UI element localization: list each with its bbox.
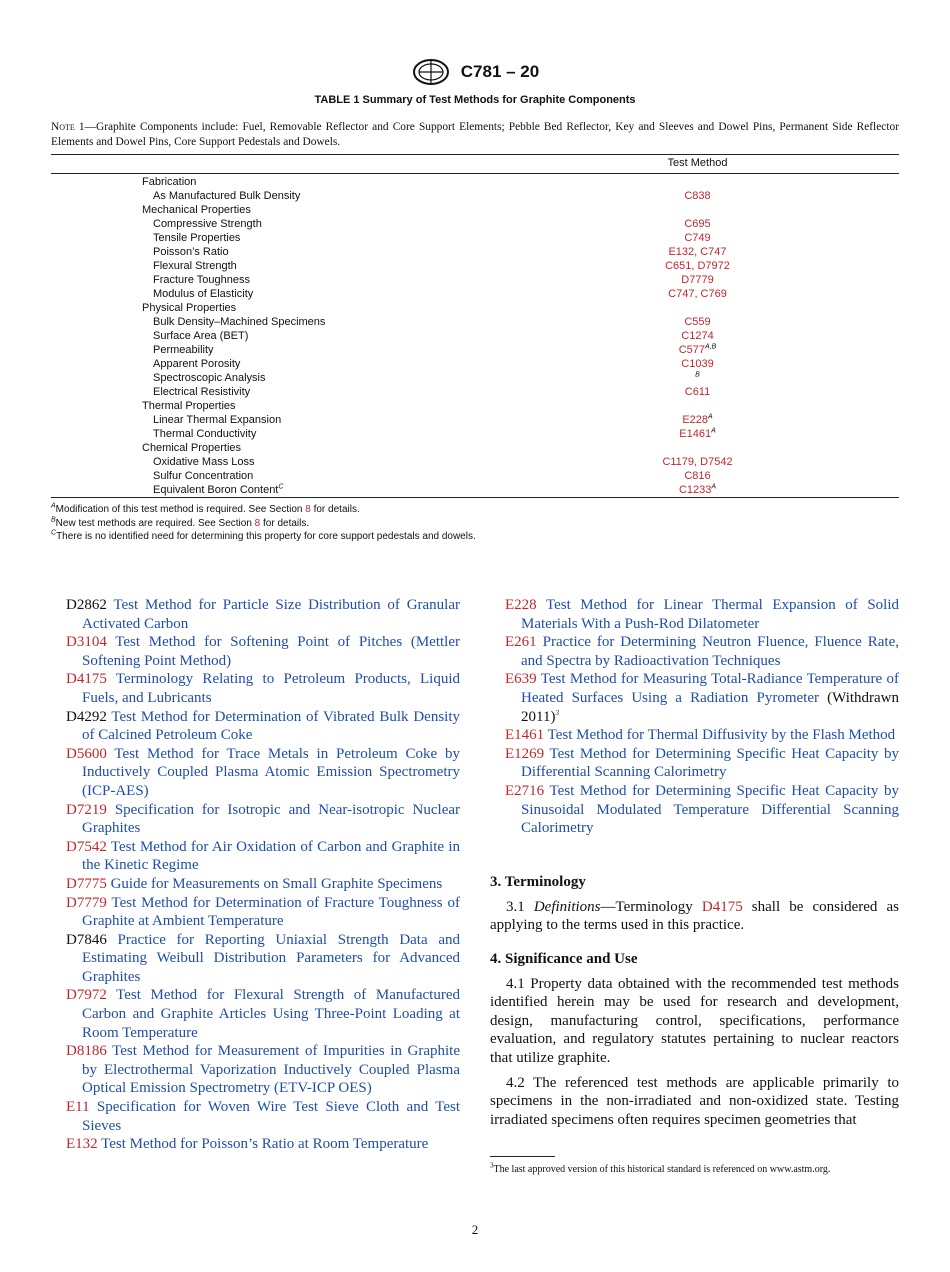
table-footnotes xyxy=(51,503,899,544)
reference-item xyxy=(66,708,460,745)
property-label xyxy=(153,455,254,469)
test-method-code[interactable]: C1233 xyxy=(678,484,712,496)
reference-title[interactable]: Test Method for Poisson’s Ratio at Room Temperature xyxy=(101,1136,429,1153)
section-heading: 3. Terminology xyxy=(490,874,586,890)
reference-title[interactable]: Test Method for Determination of Fracture Toughness of Graphite at Ambient Temperature xyxy=(82,894,460,930)
property-label xyxy=(153,315,325,329)
table-row xyxy=(0,413,950,427)
reference-item xyxy=(505,633,899,670)
table-row xyxy=(0,189,950,203)
reference-title[interactable]: Test Method for Trace Metals in Petroleum Coke by Inductively Coupled Plasma Atomic Emission Spectrometry (ICP-AES) xyxy=(82,745,460,799)
test-method-value[interactable] xyxy=(620,315,775,329)
reference-title[interactable]: Guide for Measurements on Small Graphite Specimens xyxy=(110,875,443,892)
test-method-value[interactable] xyxy=(620,287,775,301)
table-row xyxy=(0,315,950,329)
property-label xyxy=(153,189,300,203)
note-label: Note 1 xyxy=(51,121,85,133)
test-method-value[interactable] xyxy=(620,371,775,385)
table-row xyxy=(0,245,950,259)
property-label xyxy=(153,413,281,427)
property-label-text: As Manufactured Bulk Density xyxy=(153,190,301,202)
table-row xyxy=(0,287,950,301)
test-method-value[interactable] xyxy=(620,273,775,287)
footnote-mark: B xyxy=(51,516,56,524)
reference-code[interactable]: D8186 xyxy=(66,1043,107,1060)
reference-item xyxy=(505,670,899,726)
table-row xyxy=(0,203,950,217)
footnote-mark: A xyxy=(708,413,713,421)
property-label-text: Thermal Properties xyxy=(142,400,236,412)
table-bottom-rule xyxy=(51,497,899,498)
table-row xyxy=(0,329,950,343)
test-method-value[interactable] xyxy=(620,427,775,441)
reference-item xyxy=(66,1098,460,1135)
reference-title[interactable]: Practice for Determining Neutron Fluence, Fluence Rate, and Spectra by Radioactivation Techniques xyxy=(521,634,900,669)
property-label xyxy=(153,385,250,399)
property-label-text: Oxidative Mass Loss xyxy=(153,456,255,468)
table-row xyxy=(0,301,950,315)
reference-title[interactable]: Test Method for Thermal Diffusivity by the Flash Method xyxy=(547,727,896,744)
test-method-code[interactable]: C611 xyxy=(684,386,711,398)
table-row xyxy=(0,357,950,371)
reference-code[interactable]: E2716 xyxy=(505,782,545,799)
footnote-text: New test methods are required. See Section xyxy=(55,517,255,529)
footnote-mark: 3 xyxy=(555,708,559,717)
reference-code[interactable]: E261 xyxy=(505,634,537,651)
reference-title[interactable]: Test Method for Particle Size Distribution of Granular Activated Carbon xyxy=(82,597,461,632)
test-method-code[interactable]: C838 xyxy=(684,190,711,202)
reference-item xyxy=(505,726,899,745)
property-label-text: Spectroscopic Analysis xyxy=(153,372,266,384)
test-method-code[interactable]: C747, C769 xyxy=(668,288,727,300)
test-method-code[interactable]: C749 xyxy=(684,232,711,244)
table-row xyxy=(0,259,950,273)
reference-title[interactable]: Terminology Relating to Petroleum Products, Liquid Fuels, and Lubricants xyxy=(82,671,460,706)
page-number: 2 xyxy=(471,1222,479,1237)
column-header: Test Method xyxy=(667,157,728,169)
reference-code[interactable]: D7542 xyxy=(66,838,107,855)
reference-code[interactable]: E1269 xyxy=(505,745,545,762)
property-label-text: Chemical Properties xyxy=(142,442,242,454)
reference-title[interactable]: Test Method for Measuring Total-Radiance Temperature of Heated Surfaces Using a Radiation Pyrometer xyxy=(521,671,900,706)
test-method-code[interactable]: C1274 xyxy=(681,330,714,342)
reference-item xyxy=(66,745,460,801)
property-label-text: Fracture Toughness xyxy=(153,274,251,286)
reference-code[interactable]: E228 xyxy=(505,597,537,613)
withdrawn-note: (Withdrawn 2011) xyxy=(521,689,900,725)
test-method-value[interactable] xyxy=(620,483,775,497)
table-footnote xyxy=(51,503,899,517)
property-label-text: Poisson’s Ratio xyxy=(153,246,229,258)
table-top-rule xyxy=(51,154,899,155)
section-significance xyxy=(490,950,899,1129)
table-note xyxy=(51,120,899,150)
property-label-text: Compressive Strength xyxy=(153,218,262,230)
test-method-value[interactable] xyxy=(620,413,775,427)
reference-item xyxy=(66,633,460,670)
section-heading: 4. Significance and Use xyxy=(490,951,638,967)
property-label-text: Apparent Porosity xyxy=(153,358,241,370)
property-label xyxy=(153,427,256,441)
page-header xyxy=(0,57,950,87)
property-label xyxy=(142,399,236,413)
reference-code[interactable]: D4292 xyxy=(66,708,107,725)
test-method-code[interactable]: C695 xyxy=(684,218,711,230)
reference-title[interactable]: Test Method for Linear Thermal Expansion of Solid Materials With a Push-Rod Dilatometer xyxy=(521,597,899,632)
property-label xyxy=(142,175,196,189)
property-label xyxy=(142,203,251,217)
property-label xyxy=(153,273,250,287)
reference-title[interactable]: Specification for Isotropic and Near-isotropic Nuclear Graphites xyxy=(82,801,461,837)
test-method-code[interactable]: E1461 xyxy=(679,428,712,440)
footnote-mark: A xyxy=(51,502,56,510)
reference-item xyxy=(505,782,899,838)
table-row xyxy=(0,217,950,231)
test-method-code[interactable]: C651, D7972 xyxy=(665,260,730,272)
reference-item xyxy=(505,596,899,633)
reference-item xyxy=(66,670,460,707)
reference-list-right xyxy=(505,596,899,838)
table-row xyxy=(0,371,950,385)
reference-title[interactable]: Test Method for Determining Specific Heat Capacity by Differential Scanning Calorimetry xyxy=(521,745,899,781)
footnote-text: for details. xyxy=(260,517,310,529)
footnote-mark: A xyxy=(711,427,716,435)
note-text: —Graphite Components include: Fuel, Removable Reflector and Core Support Elements; Pebble Bed Reflector, Key and Sleeves and Dowel Pins, Permanent Side Reflector Elements and Dowel Pins, Core Support Pedestals and Dowels. xyxy=(51,121,899,148)
test-method-code[interactable]: E228 xyxy=(682,414,709,426)
test-method-code[interactable]: C1039 xyxy=(681,358,714,370)
footnote-mark: C xyxy=(278,483,284,491)
property-label-text: Mechanical Properties xyxy=(142,204,251,216)
reference-list-left xyxy=(66,596,460,1154)
property-label-text: Bulk Density–Machined Specimens xyxy=(153,316,326,328)
reference-item xyxy=(66,801,460,838)
property-label xyxy=(153,231,240,245)
reference-title[interactable]: Test Method for Softening Point of Pitches (Mettler Softening Point Method) xyxy=(82,634,460,669)
reference-title[interactable]: Test Method for Air Oxidation of Carbon and Graphite in the Kinetic Regime xyxy=(82,838,461,874)
table-row xyxy=(0,273,950,287)
section-terminology xyxy=(490,873,899,935)
test-method-value[interactable] xyxy=(620,455,775,469)
table-row xyxy=(0,231,950,245)
test-method-code[interactable]: C577 xyxy=(678,344,705,356)
property-label xyxy=(153,329,248,343)
reference-title[interactable]: Test Method for Determining Specific Heat Capacity by Sinusoidal Modulated Temperature Differential Scanning Calorimetry xyxy=(521,782,899,837)
reference-item xyxy=(66,931,460,987)
property-label-text: Physical Properties xyxy=(142,302,237,314)
reference-code[interactable]: D3104 xyxy=(66,634,107,651)
property-label-text: Thermal Conductivity xyxy=(153,428,257,440)
property-label-text: Tensile Properties xyxy=(153,232,241,244)
test-method-code[interactable]: E132, C747 xyxy=(668,246,727,258)
section-link[interactable]: 8 xyxy=(305,504,311,515)
property-label-text: Fabrication xyxy=(142,176,197,188)
property-label xyxy=(153,245,229,259)
reference-code[interactable]: E132 xyxy=(66,1136,98,1153)
test-method-value[interactable] xyxy=(620,231,775,245)
table-footnote xyxy=(51,517,899,531)
paragraph: 3.1 Definitions—Terminology D4175 shall be considered as applying to the terms used in this practice. xyxy=(490,898,899,934)
footnote-rule xyxy=(490,1156,555,1157)
reference-code[interactable]: D7846 xyxy=(66,931,107,948)
footnote-mark: A,B xyxy=(705,343,717,351)
reference-item xyxy=(505,745,899,782)
footnote-text: There is no identified need for determining this property for core support pedestals and dowels. xyxy=(56,531,476,542)
test-method-value[interactable] xyxy=(620,385,775,399)
table-row xyxy=(0,469,950,483)
footnote-text: for details. xyxy=(310,504,360,515)
section-link[interactable]: 8 xyxy=(254,517,261,529)
reference-item xyxy=(66,1042,460,1098)
property-label xyxy=(142,301,236,315)
astm-logo-icon xyxy=(411,57,451,87)
reference-title[interactable]: Practice for Reporting Uniaxial Strength Data and Estimating Weibull Distribution Parameters for Advanced Graphites xyxy=(82,931,460,985)
reference-code[interactable]: D2862 xyxy=(66,597,107,613)
reference-title[interactable]: Test Method for Measurement of Impurities in Graphite by Electrothermal Vaporization Inductively Coupled Plasma Optical Emission Spectrometry (ETV-ICP OES) xyxy=(82,1043,460,1097)
property-label xyxy=(153,287,253,301)
table-row xyxy=(0,385,950,399)
footnote-3: $^3$The last approved version of this historical standard is referenced on www.astm.org. xyxy=(490,1161,831,1175)
test-method-code[interactable]: C816 xyxy=(684,470,711,482)
property-label-text: Sulfur Concentration xyxy=(153,470,254,482)
reference-code[interactable]: E1461 xyxy=(505,727,545,744)
link-d4175[interactable]: D4175 xyxy=(701,898,743,915)
paragraph: 4.1 Property data obtained with the recommended test methods identified herein may be used for research and development, design, manufacturing control, specifications, performance evaluation, and regulatory statutes pertaining to nuclear reactors that utilize graphite. xyxy=(490,975,899,1066)
table-footnote xyxy=(51,530,899,544)
reference-title[interactable]: Test Method for Flexural Strength of Manufactured Carbon and Graphite Articles Using Three-Point Loading at Room Temperature xyxy=(82,987,460,1041)
reference-title[interactable]: Test Method for Determination of Vibrated Bulk Density of Calcined Petroleum Coke xyxy=(82,708,460,744)
table-row xyxy=(0,343,950,357)
property-label xyxy=(153,469,253,483)
footnote-mark: C xyxy=(51,529,57,537)
test-method-value[interactable] xyxy=(620,217,775,231)
test-method-value[interactable] xyxy=(620,189,775,203)
designation: C781 – 20 xyxy=(460,62,540,81)
footnote-text: Modification of this test method is required. See Section xyxy=(55,504,306,515)
reference-code[interactable]: D7219 xyxy=(66,801,107,818)
table-header-rule xyxy=(51,173,899,174)
reference-code[interactable]: E639 xyxy=(505,671,537,688)
table-row xyxy=(0,175,950,189)
test-method-value[interactable] xyxy=(620,245,775,259)
property-label xyxy=(153,371,266,385)
table-row xyxy=(0,441,950,455)
reference-code[interactable]: D7779 xyxy=(66,894,107,911)
property-label-text: Flexural Strength xyxy=(153,260,237,272)
property-label xyxy=(153,483,283,497)
property-label xyxy=(153,259,237,273)
table-row xyxy=(0,455,950,469)
table-row xyxy=(0,399,950,413)
property-label-text: Permeability xyxy=(153,344,214,356)
test-method-value[interactable] xyxy=(620,329,775,343)
test-method-code[interactable]: D7779 xyxy=(681,274,714,286)
property-label-text: Electrical Resistivity xyxy=(153,386,251,398)
test-method-code[interactable]: C559 xyxy=(684,316,711,328)
paragraph: 4.2 The referenced test methods are applicable primarily to specimens in the non-irradiated and non-oxidized state. Testing irradiated specimens often requires specimen geometries that xyxy=(490,1074,899,1128)
property-label xyxy=(153,343,214,357)
reference-item xyxy=(66,894,460,931)
test-method-code[interactable]: C1179, D7542 xyxy=(662,456,733,468)
property-label xyxy=(142,441,241,455)
table-body xyxy=(0,175,950,497)
reference-item xyxy=(66,986,460,1042)
reference-code[interactable]: D5600 xyxy=(66,745,107,762)
test-method-value[interactable] xyxy=(620,357,775,371)
table-row xyxy=(0,427,950,441)
reference-item xyxy=(66,875,460,894)
reference-item xyxy=(66,596,460,633)
property-label-text: Linear Thermal Expansion xyxy=(153,414,282,426)
table-title: TABLE 1 Summary of Test Methods for Graphite Components xyxy=(314,94,636,106)
property-label-text: Surface Area (BET) xyxy=(153,330,249,342)
property-label-text: Equivalent Boron Content xyxy=(153,484,279,496)
property-label-text: Modulus of Elasticity xyxy=(153,288,254,300)
reference-code[interactable]: D4175 xyxy=(66,671,107,688)
test-method-value[interactable] xyxy=(620,469,775,483)
reference-code[interactable]: E11 xyxy=(66,1099,90,1116)
reference-code[interactable]: D7972 xyxy=(66,987,107,1004)
property-label xyxy=(153,217,262,231)
reference-code[interactable]: D7775 xyxy=(66,875,107,892)
reference-item xyxy=(66,838,460,875)
reference-item xyxy=(66,1135,460,1154)
test-method-value[interactable] xyxy=(620,343,775,357)
footnote-mark: A xyxy=(711,483,717,491)
reference-title[interactable]: Specification for Woven Wire Test Sieve Cloth and Test Sieves xyxy=(82,1099,460,1134)
footnote-mark: B xyxy=(695,371,700,379)
test-method-value[interactable] xyxy=(620,259,775,273)
table-row xyxy=(0,483,950,497)
property-label xyxy=(153,357,240,371)
